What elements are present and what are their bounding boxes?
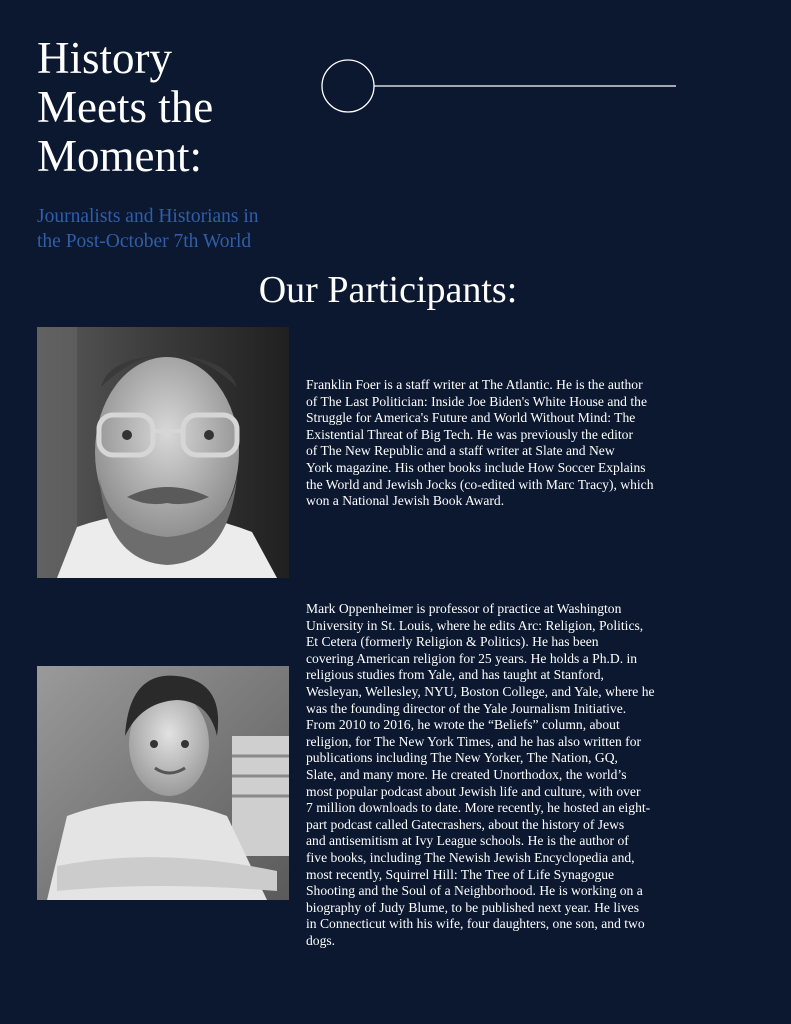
participant-photo-foer [37, 327, 289, 578]
participants-heading: Our Participants: [258, 269, 518, 311]
bio-line: of The Last Politician: Inside Joe Biden's White House and the [306, 393, 647, 409]
bio-line: was the founding director of the Yale Journalism Initiative. [306, 700, 627, 716]
bio-line: the World and Jewish Jocks (co-edited with Marc Tracy), which [306, 476, 654, 492]
participant-bio-oppenheimer [306, 601, 746, 949]
bio-line: biography of Judy Blume, to be published next year. He lives [306, 899, 639, 915]
bio-line: University in St. Louis, where he edits Arc: Religion, Politics, [306, 617, 644, 633]
bio-line: York magazine. His other books include How Soccer Explains [306, 459, 646, 475]
bio-line: religion, for The New York Times, and he has also written for [306, 733, 642, 749]
page-title [37, 34, 317, 181]
bio-line: and antisemitism at Ivy League schools. He is the author of [306, 833, 629, 849]
bio-line: most recently, Squirrel Hill: The Tree of Life Synagogue [306, 866, 615, 882]
bio-line: won a National Jewish Book Award. [306, 493, 505, 509]
participant-bio-foer [306, 377, 746, 510]
subtitle-line-2: the Post-October 7th World [37, 231, 252, 252]
bio-line: Et Cetera (formerly Religion & Politics). He has been [306, 634, 599, 650]
bio-line: Slate, and many more. He created Unorthodox, the world’s [306, 766, 627, 782]
bio-line: covering American religion for 25 years. He holds a Ph.D. in [306, 650, 638, 666]
bio-line: Struggle for America's Future and World Without Mind: The [306, 410, 636, 426]
title-line-3: Moment: [37, 131, 202, 181]
circle-line-ornament [320, 59, 680, 115]
page-subtitle [37, 204, 377, 254]
bio-line: Mark Oppenheimer is professor of practice at Washington [306, 601, 622, 616]
bio-line: religious studies from Yale, and has taught at Stanford, [306, 667, 604, 683]
bio-line: most popular podcast about Jewish life and culture, with over [306, 783, 641, 799]
bio-line: Shooting and the Soul of a Neighborhood. He is working on a [306, 883, 643, 899]
bio-line: in Connecticut with his wife, four daughters, one son, and two [306, 916, 645, 932]
bio-line: dogs. [306, 932, 336, 948]
bio-line: of The New Republic and a staff writer at Slate and New [306, 443, 615, 459]
bio-line: 7 million downloads to date. More recently, he hosted an eight- [306, 800, 651, 816]
title-line-1: History [37, 33, 172, 83]
participant-photo-oppenheimer [37, 666, 289, 900]
bio-line: Existential Threat of Big Tech. He was previously the editor [306, 426, 633, 442]
subtitle-line-1: Journalists and Historians in [37, 206, 259, 227]
bio-line: publications including The New Yorker, The Nation, GQ, [306, 750, 618, 766]
title-line-2: Meets the [37, 82, 214, 132]
bio-line: Franklin Foer is a staff writer at The Atlantic. He is the author [306, 377, 643, 392]
bio-line: five books, including The Newish Jewish Encyclopedia and, [306, 849, 635, 865]
bio-line: Wesleyan, Wellesley, NYU, Boston College, and Yale, where he [306, 683, 655, 699]
bio-line: From 2010 to 2016, he wrote the “Beliefs” column, about [306, 717, 620, 733]
bio-line: part podcast called Gatecrashers, about the history of Jews [306, 816, 625, 832]
